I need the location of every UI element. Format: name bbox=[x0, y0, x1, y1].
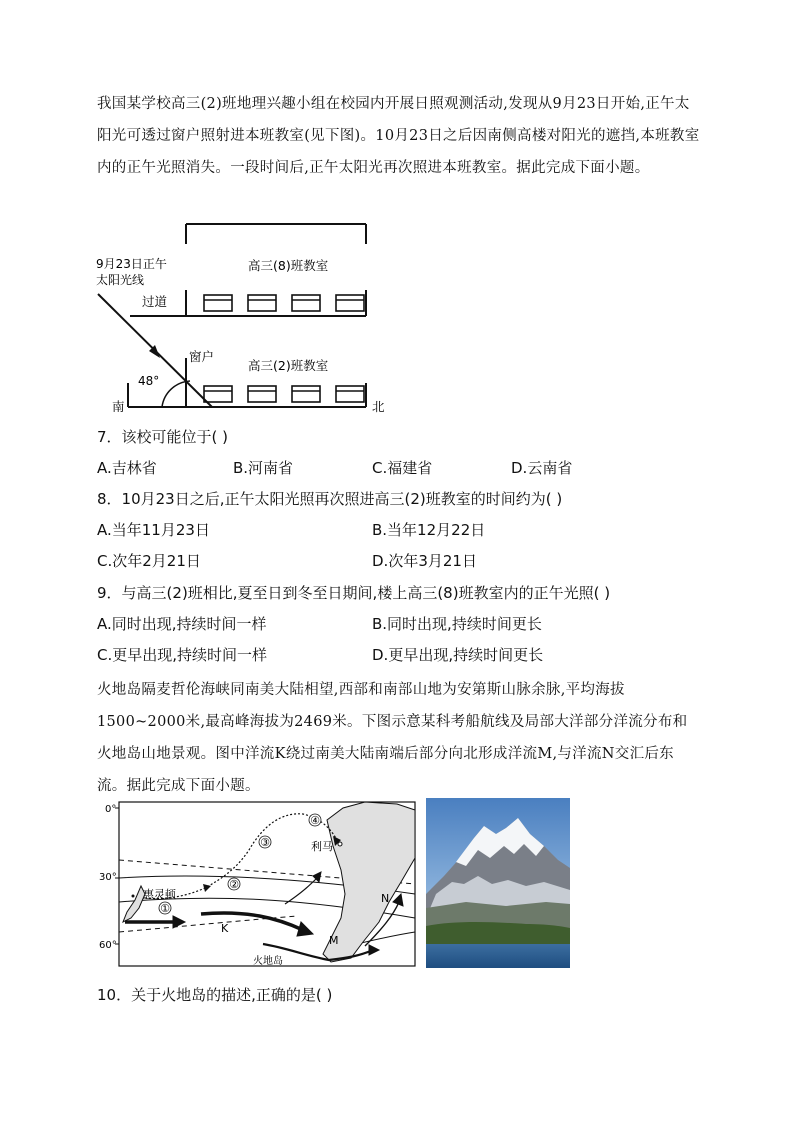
q8-option-b[interactable]: B.当年12月22日 bbox=[372, 521, 486, 539]
question-10: 10．关于火地岛的描述,正确的是( ) bbox=[97, 986, 333, 1004]
desks-lower bbox=[204, 386, 364, 402]
q8-option-c[interactable]: C.次年2月21日 bbox=[97, 552, 201, 570]
route-point-2: ② bbox=[229, 878, 239, 891]
sunlight-diagram bbox=[92, 218, 392, 418]
question-8: 8．10月23日之后,正午太阳光照再次照进高三(2)班教室的时间约为( ) bbox=[97, 490, 563, 508]
fuego-label: 火地岛 bbox=[253, 956, 283, 967]
window-label: 窗户 bbox=[189, 349, 215, 364]
lat-60-label: 60° bbox=[99, 940, 117, 951]
q9-option-c[interactable]: C.更早出现,持续时间一样 bbox=[97, 646, 268, 664]
wellington-label: 惠灵顿 bbox=[143, 888, 176, 901]
ocean-current-map bbox=[97, 798, 419, 970]
current-m-label: M bbox=[329, 934, 339, 947]
q9-option-d[interactable]: D.更早出现,持续时间更长 bbox=[372, 646, 544, 664]
desks-upper bbox=[204, 295, 364, 311]
intro-paragraph-1: 我国某学校高三(2)班地理兴趣小组在校园内开展日照观测活动,发现从9月23日开始,正午太阳光可透过窗户照射进本班教室(见下图)。10月23日之后因南侧高楼对阳光的遮挡,本班教室内的正午光照消失。一段时间后,正午太阳光再次照进本班教室。据此完成下面小题。 bbox=[97, 96, 700, 176]
room-upper-label: 高三(8)班教室 bbox=[248, 258, 329, 273]
q8-option-a[interactable]: A.当年11月23日 bbox=[97, 521, 210, 539]
route-point-3: ③ bbox=[260, 836, 270, 849]
angle-label: 48° bbox=[138, 374, 160, 388]
lima-label: 利马 bbox=[311, 840, 333, 853]
sun-label-1: 9月23日正午 bbox=[96, 257, 167, 271]
south-label: 南 bbox=[112, 399, 125, 414]
question-7: 7．该校可能位于( ) bbox=[97, 428, 229, 446]
fuego-mountain-photo bbox=[426, 798, 570, 968]
q7-option-a[interactable]: A.吉林省 bbox=[97, 459, 157, 477]
lat-0-label: 0° bbox=[105, 804, 117, 815]
q7-option-c[interactable]: C.福建省 bbox=[372, 459, 433, 477]
question-9: 9．与高三(2)班相比,夏至日到冬至日期间,楼上高三(8)班教室内的正午光照( ) bbox=[97, 584, 611, 602]
current-n-label: N bbox=[381, 892, 390, 905]
q8-option-d[interactable]: D.次年3月21日 bbox=[372, 552, 477, 570]
q9-option-b[interactable]: B.同时出现,持续时间更长 bbox=[372, 615, 542, 633]
route-point-1: ① bbox=[160, 902, 170, 915]
north-label: 北 bbox=[372, 399, 385, 414]
corridor-label: 过道 bbox=[142, 294, 168, 309]
q9-option-a[interactable]: A.同时出现,持续时间一样 bbox=[97, 615, 267, 633]
lat-30-label: 30° bbox=[99, 872, 117, 883]
intro-paragraph-2: 火地岛隔麦哲伦海峡同南美大陆相望,西部和南部山地为安第斯山脉余脉,平均海拔1500~2000米,最高峰海拔为2469米。下图示意某科考船航线及局部大洋部分洋流分布和火地岛山地景观。图中洋流K绕过南美大陆南端后部分向北形成洋流M,与洋流N交汇后东流。据此完成下面小题。 bbox=[97, 682, 688, 794]
q7-option-d[interactable]: D.云南省 bbox=[511, 459, 573, 477]
q7-option-b[interactable]: B.河南省 bbox=[233, 459, 294, 477]
sun-label-2: 太阳光线 bbox=[96, 273, 145, 287]
current-k-label: K bbox=[221, 922, 229, 935]
route-point-4: ④ bbox=[310, 814, 320, 827]
room-lower-label: 高三(2)班教室 bbox=[248, 358, 329, 373]
